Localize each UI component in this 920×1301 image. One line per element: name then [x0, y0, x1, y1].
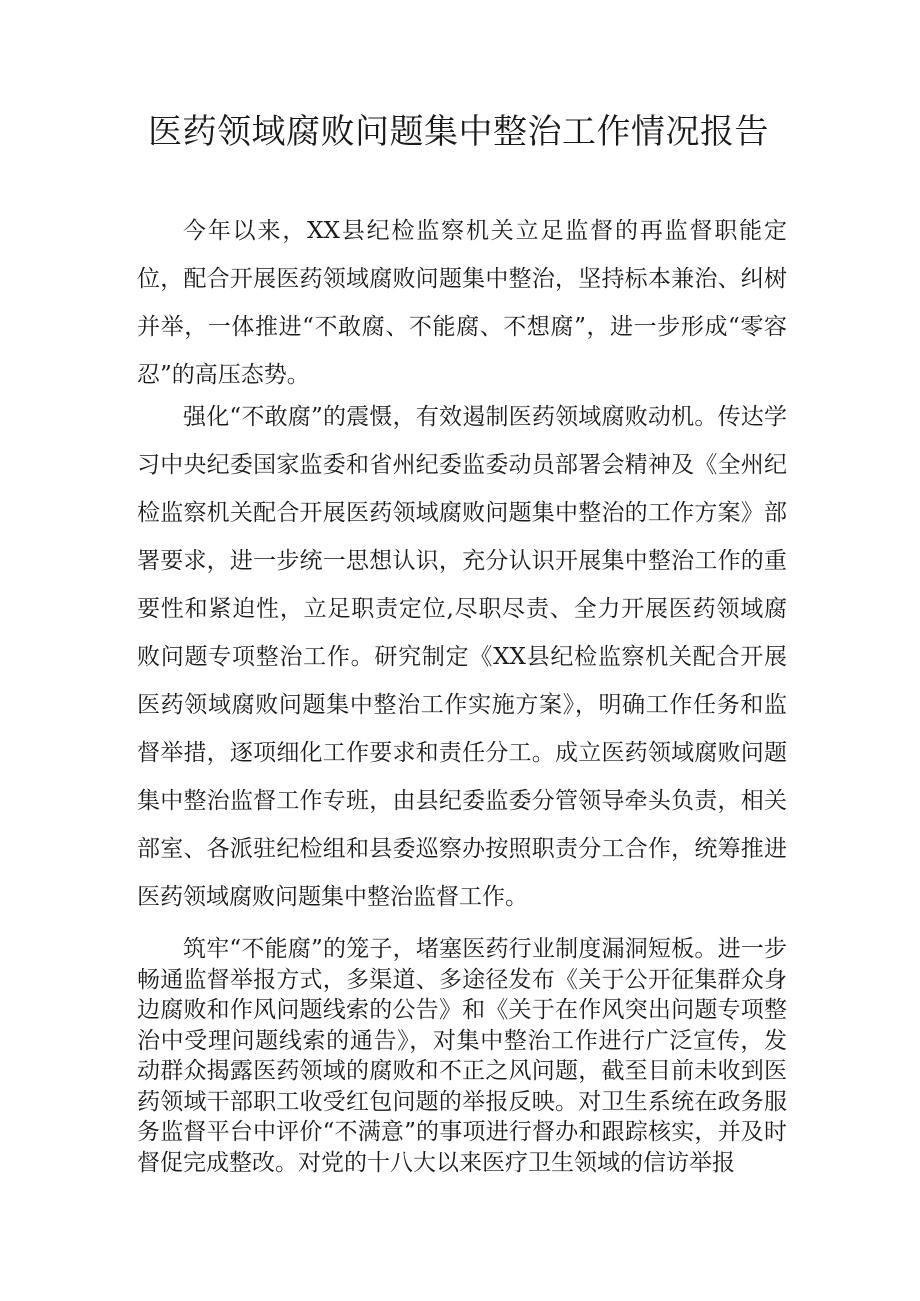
paragraph-deterrence: 强化“不敢腐”的震慑，有效遏制医药领域腐败动机。传达学习中央纪委国家监委和省州纪委监委动员部署会精神及《全州纪检监察机关配合开展医药领域腐败问题集中整治的工作方案》部署要求，进一步统一思想认识，充分认识开展集中整治工作的重要性和紧迫性，立足职责定位,尽职尽责、全力开展医药领域腐败问题专项整治工作。研究制定《XX县纪检监察机关配合开展医药领域腐败问题集中整治工作实施方案》，明确工作任务和监督举措，逐项细化工作要求和责任分工。成立医药领域腐败问题集中整治监督工作专班，由县纪委监委分管领导牵头负责，相关部室、各派驻纪检组和县委巡察办按照职责分工合作，统筹推进医药领域腐败问题集中整治监督工作。 [137, 404, 787, 910]
paragraph-intro: 今年以来，XX县纪检监察机关立足监督的再监督职能定位，配合开展医药领域腐败问题集中整治，坚持标本兼治、纠树并举，一体推进“不敢腐、不能腐、不想腐”，进一步形成“零容忍”的高压态势。 [137, 218, 787, 388]
paragraph-institutional-cage: 筑牢“不能腐”的笼子，堵塞医药行业制度漏洞短板。进一步畅通监督举报方式，多渠道、多途径发布《关于公开征集群众身边腐败和作风问题线索的公告》和《关于在作风突出问题专项整治中受理问题线索的通告》，对集中整治工作进行广泛宣传，发动群众揭露医药领域的腐败和不正之风问题，截至目前未收到医药领域干部职工收受红包问题的举报反映。对卫生系统在政务服务监督平台中评价“不满意”的事项进行督办和跟踪核实，并及时督促完成整改。对党的十八大以来医疗卫生领域的信访举报 [137, 936, 787, 1176]
document-title: 医药领域腐败问题集中整治工作情况报告 [148, 112, 769, 152]
